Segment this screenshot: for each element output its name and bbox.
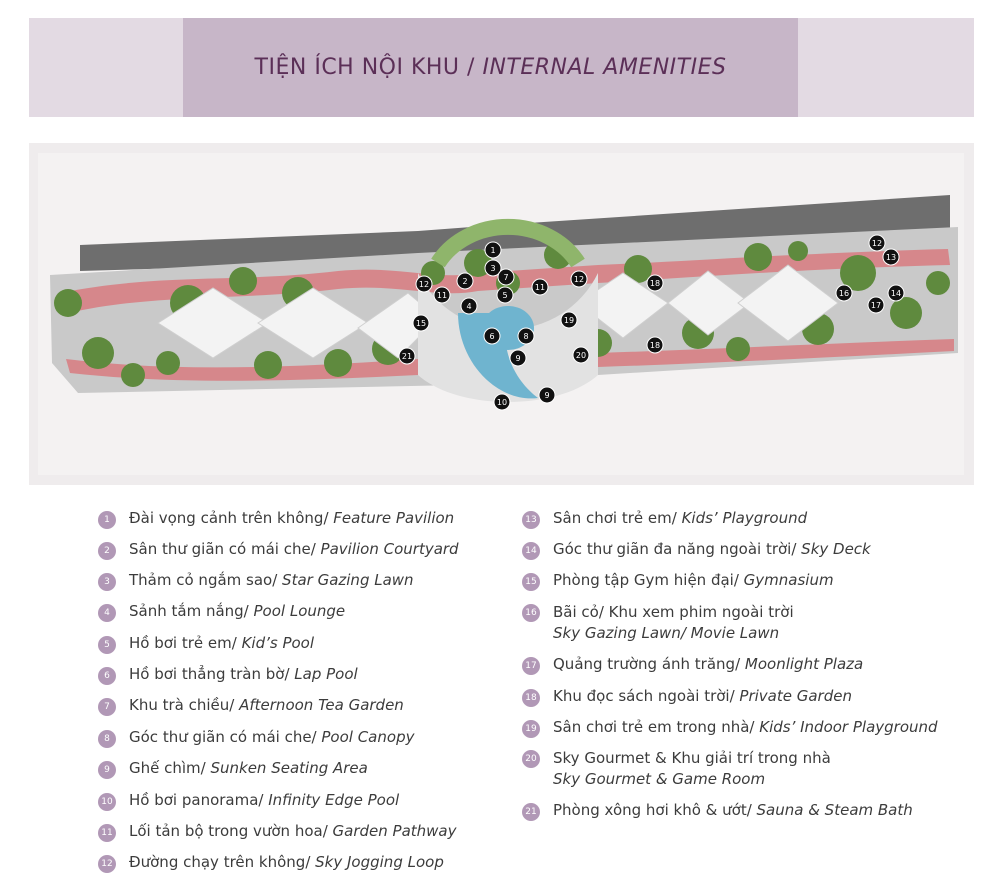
map-marker bbox=[518, 328, 534, 344]
title-box bbox=[183, 18, 798, 117]
amenity-label-en: Sauna & Steam Bath bbox=[751, 801, 913, 819]
amenity-label-vi: Lối tản bộ trong vườn hoa/ bbox=[129, 822, 328, 840]
map-marker bbox=[457, 273, 473, 289]
map-marker-label: 16 bbox=[838, 289, 850, 298]
map-marker-label: 18 bbox=[649, 279, 661, 288]
map-marker-label: 2 bbox=[462, 277, 468, 286]
amenity-label bbox=[553, 509, 807, 527]
amenity-number-badge: 18 bbox=[522, 689, 540, 707]
map-marker-label: 5 bbox=[502, 291, 508, 300]
map-marker bbox=[498, 269, 514, 285]
map-marker bbox=[399, 348, 415, 364]
map-marker bbox=[510, 350, 526, 366]
map-marker-label: 9 bbox=[515, 354, 521, 363]
amenity-label-vi: Sky Gourmet & Khu giải trí trong nhà bbox=[553, 749, 831, 767]
map-marker bbox=[434, 287, 450, 303]
map-marker-label: 6 bbox=[489, 332, 495, 341]
amenity-label-en: Sunken Seating Area bbox=[205, 759, 368, 777]
map-marker-label: 15 bbox=[415, 319, 427, 328]
map-marker-label: 1 bbox=[490, 246, 496, 255]
amenity-number-badge: 8 bbox=[98, 730, 116, 748]
amenity-label bbox=[129, 509, 454, 527]
map-marker-label: 20 bbox=[575, 351, 587, 360]
amenity-number-badge: 4 bbox=[98, 604, 116, 622]
amenity-label-vi: Sân thư giãn có mái che/ bbox=[129, 540, 316, 558]
amenity-label-vi: Ghế chìm/ bbox=[129, 759, 206, 777]
amenity-label-vi: Hồ bơi trẻ em/ bbox=[129, 634, 237, 652]
page-title bbox=[255, 55, 727, 80]
amenity-label bbox=[553, 687, 852, 705]
amenity-number-badge: 11 bbox=[98, 824, 116, 842]
amenity-number-badge: 2 bbox=[98, 542, 116, 560]
title-en: INTERNAL AMENITIES bbox=[482, 55, 727, 80]
amenity-label bbox=[129, 634, 314, 652]
amenity-label bbox=[129, 853, 444, 871]
amenity-label-vi: Phòng tập Gym hiện đại/ bbox=[553, 571, 739, 589]
map-marker-label: 17 bbox=[870, 301, 882, 310]
amenity-number-badge: 5 bbox=[98, 636, 116, 654]
map-marker-label: 11 bbox=[436, 291, 448, 300]
map-marker bbox=[647, 275, 663, 291]
amenity-label bbox=[129, 665, 358, 683]
amenity-label-en: Moonlight Plaza bbox=[740, 655, 864, 673]
amenity-label bbox=[129, 602, 345, 620]
amenity-number-badge: 1 bbox=[98, 511, 116, 529]
amenity-number-badge: 19 bbox=[522, 720, 540, 738]
map-marker-label: 11 bbox=[534, 283, 546, 292]
map-marker-label: 21 bbox=[401, 352, 413, 361]
amenity-label-en: Kids’ Playground bbox=[676, 509, 808, 527]
map-marker bbox=[561, 312, 577, 328]
map-marker bbox=[869, 235, 885, 251]
amenity-label-vi: Hồ bơi thẳng tràn bờ/ bbox=[129, 665, 290, 683]
site-plan-map bbox=[38, 153, 964, 475]
map-marker bbox=[485, 242, 501, 258]
amenity-label-en: Gymnasium bbox=[738, 571, 834, 589]
amenity-label-vi: Quảng trường ánh trăng/ bbox=[553, 655, 741, 673]
amenity-label bbox=[553, 540, 871, 558]
amenity-label-vi: Góc thư giãn có mái che/ bbox=[129, 728, 317, 746]
map-marker bbox=[532, 279, 548, 295]
map-marker-label: 19 bbox=[563, 316, 575, 325]
map-marker-label: 4 bbox=[466, 302, 472, 311]
amenity-label bbox=[553, 655, 863, 673]
amenity-label bbox=[553, 571, 834, 589]
map-marker-label: 12 bbox=[418, 280, 430, 289]
amenity-label-vi: Phòng xông hơi khô & ướt/ bbox=[553, 801, 752, 819]
map-marker bbox=[497, 287, 513, 303]
map-marker bbox=[647, 337, 663, 353]
amenity-number-badge: 16 bbox=[522, 604, 540, 622]
amenity-label-en: Pool Lounge bbox=[248, 602, 346, 620]
map-marker-label: 14 bbox=[890, 289, 902, 298]
map-marker bbox=[461, 298, 477, 314]
amenity-label-vi: Đường chạy trên không/ bbox=[129, 853, 311, 871]
amenity-number-badge: 9 bbox=[98, 761, 116, 779]
amenity-number-badge: 3 bbox=[98, 573, 116, 591]
map-marker bbox=[416, 276, 432, 292]
map-marker-label: 18 bbox=[649, 341, 661, 350]
amenity-label bbox=[553, 718, 938, 736]
map-marker-label: 9 bbox=[544, 391, 550, 400]
amenity-label-en: Lap Pool bbox=[289, 665, 358, 683]
amenity-number-badge: 6 bbox=[98, 667, 116, 685]
amenity-label-en: Kid’s Pool bbox=[236, 634, 315, 652]
map-marker bbox=[888, 285, 904, 301]
map-marker-label: 8 bbox=[523, 332, 529, 341]
map-marker bbox=[883, 249, 899, 265]
map-marker bbox=[494, 394, 510, 410]
map-marker bbox=[413, 315, 429, 331]
map-marker-label: 3 bbox=[490, 264, 496, 273]
amenity-label bbox=[553, 801, 913, 819]
amenity-label bbox=[553, 748, 831, 790]
map-marker bbox=[539, 387, 555, 403]
map-marker-label: 12 bbox=[573, 275, 585, 284]
amenity-label-vi: Thảm cỏ ngắm sao/ bbox=[129, 571, 278, 589]
amenity-label-en: Sky Gourmet & Game Room bbox=[553, 770, 766, 788]
amenity-label-vi: Khu đọc sách ngoài trời/ bbox=[553, 687, 735, 705]
title-vi: TIỆN ÍCH NỘI KHU / bbox=[254, 55, 475, 80]
amenity-label bbox=[129, 696, 404, 714]
amenity-label bbox=[129, 540, 459, 558]
map-marker-label: 10 bbox=[496, 398, 508, 407]
amenity-number-badge: 17 bbox=[522, 657, 540, 675]
amenity-label bbox=[129, 791, 399, 809]
amenity-number-badge: 12 bbox=[98, 855, 116, 873]
amenity-label-vi: Góc thư giãn đa năng ngoài trời/ bbox=[553, 540, 797, 558]
amenity-label-en: Star Gazing Lawn bbox=[277, 571, 414, 589]
amenity-label-vi: Khu trà chiều/ bbox=[129, 696, 235, 714]
amenity-number-badge: 13 bbox=[522, 511, 540, 529]
amenity-label-en: Feature Pavilion bbox=[328, 509, 455, 527]
amenity-label-vi: Bãi cỏ/ Khu xem phim ngoài trời bbox=[553, 603, 794, 621]
amenity-label bbox=[129, 759, 368, 777]
map-marker bbox=[571, 271, 587, 287]
amenity-label-en: Pavilion Courtyard bbox=[315, 540, 459, 558]
amenity-label-en: Afternoon Tea Garden bbox=[234, 696, 404, 714]
amenity-label bbox=[129, 728, 414, 746]
amenity-label-en: Infinity Edge Pool bbox=[263, 791, 400, 809]
amenity-label-vi: Sân chơi trẻ em trong nhà/ bbox=[553, 718, 755, 736]
amenity-label-en: Sky Gazing Lawn/ Movie Lawn bbox=[553, 624, 780, 642]
amenity-label bbox=[129, 571, 414, 589]
map-marker bbox=[836, 285, 852, 301]
amenity-label-en: Kids’ Indoor Playground bbox=[754, 718, 938, 736]
amenity-label-vi: Đài vọng cảnh trên không/ bbox=[129, 509, 329, 527]
amenity-number-badge: 20 bbox=[522, 750, 540, 768]
amenity-number-badge: 10 bbox=[98, 793, 116, 811]
amenity-label-en: Garden Pathway bbox=[327, 822, 457, 840]
map-marker bbox=[868, 297, 884, 313]
map-marker bbox=[573, 347, 589, 363]
amenity-label-vi: Sảnh tắm nắng/ bbox=[129, 602, 249, 620]
map-marker-label: 12 bbox=[871, 239, 883, 248]
amenity-number-badge: 15 bbox=[522, 573, 540, 591]
amenity-label-en: Sky Deck bbox=[796, 540, 871, 558]
amenity-label bbox=[553, 602, 794, 644]
map-marker bbox=[484, 328, 500, 344]
amenity-label-vi: Hồ bơi panorama/ bbox=[129, 791, 264, 809]
amenity-label bbox=[129, 822, 457, 840]
amenity-label-en: Pool Canopy bbox=[316, 728, 415, 746]
amenity-number-badge: 7 bbox=[98, 698, 116, 716]
amenity-number-badge: 14 bbox=[522, 542, 540, 560]
map-marker-label: 7 bbox=[503, 273, 509, 282]
map-marker-label: 13 bbox=[885, 253, 897, 262]
amenity-label-vi: Sân chơi trẻ em/ bbox=[553, 509, 677, 527]
amenity-label-en: Private Garden bbox=[734, 687, 852, 705]
amenity-number-badge: 21 bbox=[522, 803, 540, 821]
amenity-label-en: Sky Jogging Loop bbox=[310, 853, 444, 871]
